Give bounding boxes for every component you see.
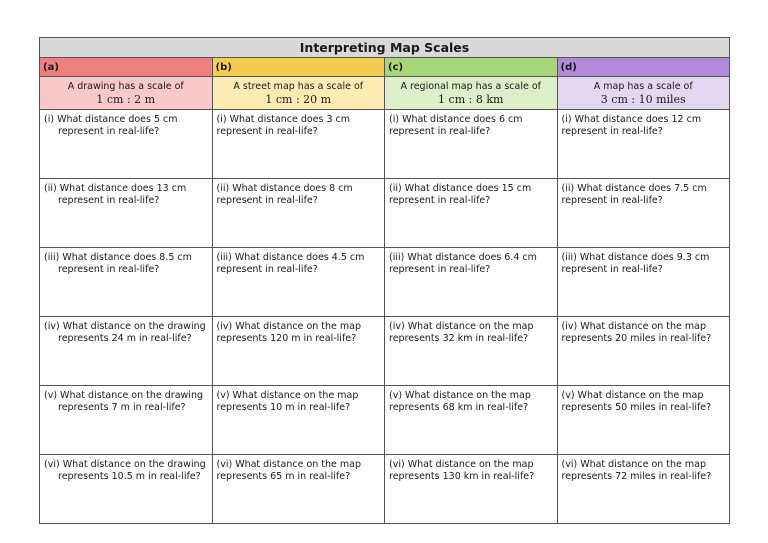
- question-text: (ii) What distance does 15 cm represent in real-life?: [389, 183, 532, 206]
- column-label-d: (d): [557, 58, 730, 77]
- scale-value: 1 cm : 2 m: [96, 93, 156, 106]
- question-text: (i) What distance does 3 cm represent in real-life?: [216, 114, 351, 137]
- question-cell: [40, 248, 213, 317]
- column-label-a: (a): [40, 58, 213, 77]
- question-text: (i) What distance does 12 cm represent in real-life?: [561, 114, 702, 137]
- question-cell: [557, 455, 730, 524]
- question-cell: [212, 179, 385, 248]
- scale-cell-a: [40, 77, 213, 110]
- scale-cell-c: [385, 77, 558, 110]
- question-text: (iii) What distance does 9.3 cm represent in real-life?: [561, 252, 710, 275]
- question-text: (iv) What distance on the map represents 20 miles in real-life?: [561, 321, 712, 344]
- scale-text: A drawing has a scale of: [67, 81, 184, 92]
- question-cell: [557, 386, 730, 455]
- question-text: (v) What distance on the map represents 50 miles in real-life?: [561, 390, 712, 413]
- question-text: (iii) What distance does 8.5 cm represent in real-life?: [44, 252, 192, 275]
- scale-text: A regional map has a scale of: [400, 81, 541, 92]
- question-cell: [40, 317, 213, 386]
- scale-value: 1 cm : 8 km: [438, 93, 504, 106]
- scale-cell-d: [557, 77, 730, 110]
- column-label-b: (b): [212, 58, 385, 77]
- question-text: (ii) What distance does 8 cm represent in real-life?: [216, 183, 353, 206]
- question-text: (vi) What distance on the drawing represents 10.5 m in real-life?: [44, 459, 206, 482]
- question-cell: [212, 317, 385, 386]
- question-text: (vi) What distance on the map represents 130 km in real-life?: [389, 459, 535, 482]
- question-text: (iv) What distance on the map represents 120 m in real-life?: [216, 321, 362, 344]
- question-text: (vi) What distance on the map represents 72 miles in real-life?: [561, 459, 712, 482]
- question-text: (iv) What distance on the map represents 32 km in real-life?: [389, 321, 534, 344]
- question-text: (i) What distance does 6 cm represent in real-life?: [389, 114, 523, 137]
- question-cell: [385, 386, 558, 455]
- question-cell: [385, 248, 558, 317]
- question-text: (ii) What distance does 13 cm represent in real-life?: [44, 183, 187, 206]
- question-cell: [40, 386, 213, 455]
- question-cell: [40, 179, 213, 248]
- question-text: (v) What distance on the map represents 10 m in real-life?: [216, 390, 359, 413]
- question-cell: [557, 317, 730, 386]
- question-cell: [212, 386, 385, 455]
- question-cell: [40, 110, 213, 179]
- scale-text: A map has a scale of: [593, 81, 693, 92]
- question-cell: [40, 455, 213, 524]
- question-cell: [212, 455, 385, 524]
- question-text: (iii) What distance does 4.5 cm represent in real-life?: [216, 252, 365, 275]
- question-text: (iv) What distance on the drawing represents 24 m in real-life?: [44, 321, 206, 344]
- column-label-c: (c): [385, 58, 558, 77]
- question-text: (v) What distance on the drawing represents 7 m in real-life?: [44, 390, 203, 413]
- question-cell: [385, 317, 558, 386]
- page-title: Interpreting Map Scales: [40, 38, 730, 58]
- scale-value: 3 cm : 10 miles: [600, 93, 686, 106]
- question-text: (iii) What distance does 6.4 cm represent in real-life?: [389, 252, 537, 275]
- question-cell: [557, 248, 730, 317]
- question-cell: [212, 110, 385, 179]
- question-text: (ii) What distance does 7.5 cm represent in real-life?: [561, 183, 707, 206]
- question-cell: [385, 179, 558, 248]
- question-cell: [385, 455, 558, 524]
- scale-text: A street map has a scale of: [233, 81, 364, 92]
- question-text: (i) What distance does 5 cm represent in real-life?: [44, 114, 178, 137]
- question-cell: [557, 110, 730, 179]
- scales-table: [39, 37, 730, 524]
- question-text: (v) What distance on the map represents 68 km in real-life?: [389, 390, 531, 413]
- question-text: (vi) What distance on the map represents 65 m in real-life?: [216, 459, 362, 482]
- worksheet: [39, 37, 730, 524]
- scale-value: 1 cm : 20 m: [265, 93, 332, 106]
- question-cell: [385, 110, 558, 179]
- scale-cell-b: [212, 77, 385, 110]
- question-cell: [212, 248, 385, 317]
- question-cell: [557, 179, 730, 248]
